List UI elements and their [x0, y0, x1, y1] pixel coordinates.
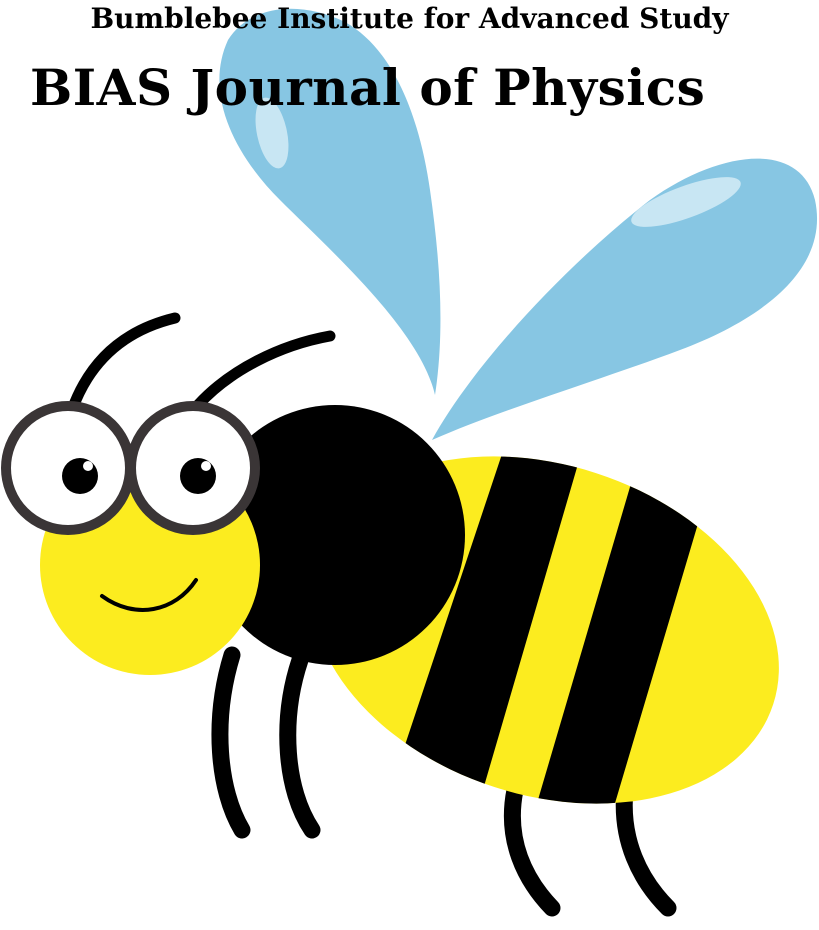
back-leg	[624, 790, 668, 908]
left-eye-glint	[83, 461, 93, 471]
back-leg	[512, 790, 552, 908]
front-leg	[288, 660, 312, 830]
left-pupil	[62, 458, 98, 494]
right-wing	[432, 159, 817, 440]
front-leg	[220, 655, 242, 830]
institute-name: Bumblebee Institute for Advanced Study	[90, 2, 729, 35]
antenna	[72, 318, 175, 410]
right-eye-glint	[201, 461, 211, 471]
journal-title: BIAS Journal of Physics	[30, 58, 706, 117]
right-pupil	[180, 458, 216, 494]
antenna	[198, 336, 330, 405]
